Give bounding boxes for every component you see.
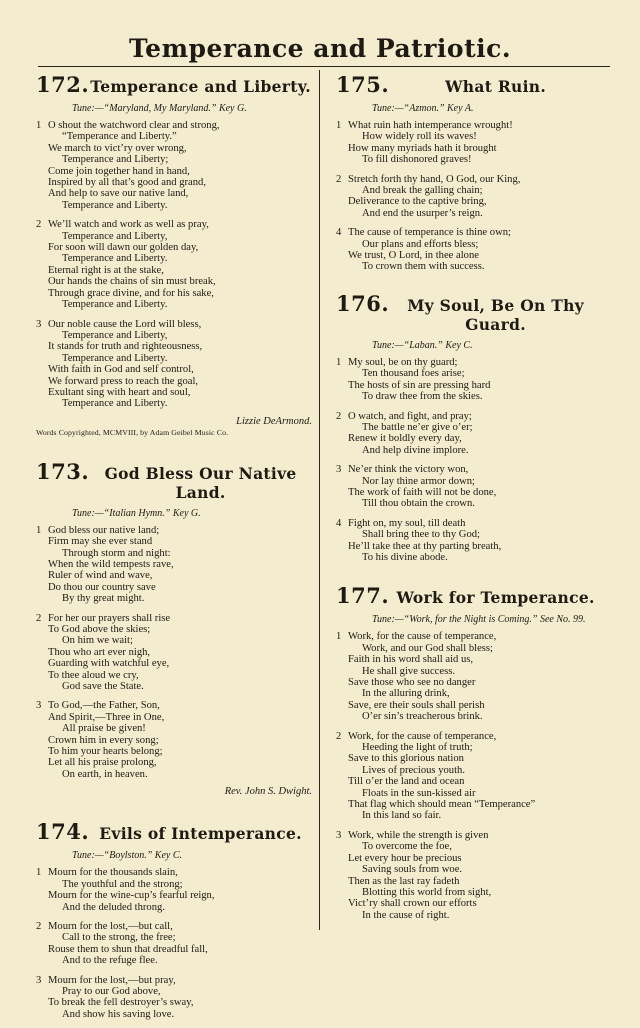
verse-text: To God,—the Father, Son,: [48, 700, 160, 712]
verse-text: He shall give success.: [362, 665, 455, 677]
verse-text: We march to vict’ry over wrong,: [48, 142, 187, 154]
verse-line: [36, 341, 312, 352]
hymn-title: Evils of Intemperance.: [99, 824, 302, 844]
verse-line: [336, 742, 602, 753]
verse-text: Temperance and Liberty,: [62, 329, 168, 341]
stanza-number: 1: [36, 120, 42, 131]
verse-line: [36, 944, 312, 955]
verse-line: [36, 376, 312, 387]
verse-line: [336, 422, 602, 433]
stanza: [336, 464, 602, 510]
verse-line: [336, 552, 602, 563]
verse-line: [336, 208, 602, 219]
stanza: [336, 227, 602, 273]
verse-line: [36, 769, 312, 780]
verse-text: Shall bring thee to thy God;: [362, 529, 480, 541]
verse-line: [336, 799, 602, 810]
stanza-number: 2: [336, 410, 342, 422]
verse-line: [336, 174, 602, 185]
stanza: [36, 219, 312, 310]
stanza: [36, 975, 312, 1021]
verse-text: How widely roll its waves!: [362, 131, 477, 143]
verse-line: [36, 131, 312, 142]
hymn-number: 177.: [336, 583, 390, 609]
verse-line: [36, 955, 312, 966]
verse-line: [36, 890, 312, 901]
verse-text: When the wild tempests rave,: [48, 558, 174, 570]
verse-line: [36, 299, 312, 310]
verse-text: And end the usurper’s reign.: [362, 207, 483, 219]
verse-line: [336, 433, 602, 444]
hymn-number: 173.: [36, 458, 90, 484]
hymn-header: [336, 72, 602, 97]
verse-text: We trust, O Lord, in thee alone: [348, 250, 479, 262]
verse-text: The work of faith will not be done,: [348, 486, 497, 498]
verse-text: To fill dishonored graves!: [362, 154, 472, 166]
verse-line: [36, 276, 312, 287]
verse-line: [36, 387, 312, 398]
verse-line: [36, 536, 312, 547]
hymn-author: Lizzie DeArmond.: [236, 415, 312, 427]
verse-line: [336, 357, 602, 368]
verse-text: And Spirit,—Three in One,: [48, 711, 165, 723]
verse-text: O shout the watchword clear and strong,: [48, 120, 220, 131]
verse-line: [336, 464, 602, 475]
stanza: [36, 120, 312, 211]
verse-text: Save, ere their souls shall perish: [348, 699, 485, 711]
verse-text: Call to the strong, the free;: [62, 932, 176, 944]
stanza-number: 3: [36, 318, 42, 330]
verse-line: [336, 411, 602, 422]
verse-line: [336, 700, 602, 711]
verse-text: He’ll take thee at thy parting breath,: [348, 540, 502, 552]
verse-line: [336, 476, 602, 487]
verse-text: “Temperance and Liberty.”: [62, 131, 177, 143]
verse-text: Through storm and night:: [62, 547, 171, 559]
verse-line: [36, 398, 312, 409]
verse-text: Through grace divine, and for his sake,: [48, 287, 214, 299]
hymn-175: [336, 72, 602, 273]
verse-line: [36, 548, 312, 559]
verse-text: All praise be given!: [62, 723, 146, 735]
stanza-number: 2: [36, 219, 42, 231]
verse-line: [336, 765, 602, 776]
verse-line: [36, 188, 312, 199]
verse-line: [336, 541, 602, 552]
verse-line: [36, 902, 312, 913]
verse-text: And help to save our native land,: [48, 188, 189, 200]
verse-text: Renew it boldly every day,: [348, 433, 462, 445]
verse-text: On him we wait;: [62, 635, 133, 647]
verse-line: [336, 853, 602, 864]
verse-text: Faith in his word shall aid us,: [348, 654, 474, 666]
verse-line: [36, 712, 312, 723]
stanza: [36, 525, 312, 605]
verse-line: [36, 932, 312, 943]
verse-line: [336, 731, 602, 742]
verse-line: [336, 391, 602, 402]
verse-line: [336, 445, 602, 456]
verse-text: Stretch forth thy hand, O God, our King,: [348, 173, 521, 185]
verse-line: [36, 242, 312, 253]
stanza: [336, 518, 602, 564]
verse-line: [36, 265, 312, 276]
hymn-title: God Bless Our Native Land.: [104, 463, 297, 502]
verse-text: God bless our native land;: [48, 524, 160, 536]
verse-text: To God above the skies;: [48, 624, 151, 635]
verse-text: God save the State.: [62, 681, 144, 693]
verse-text: With faith in God and self control,: [48, 364, 194, 376]
verse-line: [36, 200, 312, 211]
verse-line: [336, 529, 602, 540]
verse-text: Temperance and Liberty.: [62, 253, 168, 265]
verse-text: O watch, and fight, and pray;: [348, 410, 472, 422]
tune-line: Tune:—“Maryland, My Maryland.” Key G.: [72, 103, 247, 114]
verse-line: [36, 120, 312, 131]
stanza-number: 4: [336, 227, 342, 239]
verse-text: Deliverance to the captive bring,: [348, 196, 487, 208]
verse-text: Work, for the cause of temperance,: [348, 631, 497, 643]
verse-text: Eternal right is at the stake,: [48, 264, 164, 276]
verse-text: The battle ne’er give o’er;: [362, 421, 473, 433]
verse-text: And the deluded throng.: [62, 901, 165, 913]
verse-line: [36, 670, 312, 681]
verse-text: Do thou our country save: [48, 581, 156, 593]
verse-line: [336, 688, 602, 699]
verse-text: Vict’ry shall crown our efforts: [348, 898, 477, 910]
verse-line: [336, 120, 602, 131]
stanza-number: 1: [36, 867, 42, 879]
verse-text: Heeding the light of truth;: [362, 742, 473, 754]
stanza: [336, 631, 602, 722]
stanza-number: 3: [36, 700, 42, 712]
column-divider: [319, 70, 320, 930]
verse-text: What ruin hath intemperance wrought!: [348, 120, 513, 131]
verse-line: [36, 867, 312, 878]
verse-line: [36, 1009, 312, 1020]
left-column: [36, 64, 312, 1028]
verse-text: Exultant sing with heart and soul,: [48, 386, 191, 398]
verse-line: [36, 582, 312, 593]
verse-text: By thy great might.: [62, 593, 145, 605]
verse-text: The hosts of sin are pressing hard: [348, 379, 491, 391]
verse-line: [336, 196, 602, 207]
verse-text: To thee aloud we cry,: [48, 669, 139, 681]
verse-line: [36, 559, 312, 570]
verse-line: [336, 131, 602, 142]
verse-line: [36, 253, 312, 264]
verse-text: The cause of temperance is thine own;: [348, 227, 511, 239]
verse-line: [36, 177, 312, 188]
verse-text: Let all his praise prolong,: [48, 757, 157, 769]
hymn-title: My Soul, Be On Thy Guard.: [407, 295, 584, 334]
verse-text: Blotting this world from sight,: [362, 886, 492, 898]
verse-line: [36, 986, 312, 997]
hymn-header: [36, 459, 312, 502]
verse-text: To overcome the foe,: [362, 841, 452, 853]
verse-line: [36, 681, 312, 692]
verse-text: Till o’er the land and ocean: [348, 776, 465, 788]
verse-line: [336, 654, 602, 665]
hymn-header: [36, 819, 312, 844]
verse-line: [36, 525, 312, 536]
verse-line: [36, 143, 312, 154]
verse-text: Save those who see no danger: [348, 677, 476, 688]
tune-line: Tune:—“Boylston.” Key C.: [72, 850, 183, 862]
stanza: [336, 731, 602, 822]
verse-text: Temperance and Liberty,: [62, 230, 168, 242]
verse-line: [36, 757, 312, 768]
verse-line: [336, 876, 602, 887]
stanza-number: 2: [336, 173, 342, 185]
verse-text: Work, for the cause of temperance,: [348, 730, 497, 742]
verse-line: [36, 658, 312, 669]
hymn-177: [336, 583, 602, 921]
verse-line: [36, 647, 312, 658]
verse-line: [336, 487, 602, 498]
tune-line: Tune:—“Work, for the Night is Coming.” See No. 99.: [372, 614, 586, 626]
tune-line: Tune:—“Laban.” Key C.: [372, 339, 473, 351]
verse-text: Mourn for the lost,—but pray,: [48, 974, 176, 986]
verse-text: Lives of precious youth.: [362, 764, 465, 776]
verse-line: [336, 711, 602, 722]
stanza: [336, 830, 602, 921]
verse-line: [36, 635, 312, 646]
stanza-number: 3: [336, 464, 342, 476]
verse-line: [336, 239, 602, 250]
verse-line: [36, 624, 312, 635]
verse-text: Pray to our God above,: [62, 985, 161, 997]
verse-text: For soon will dawn our golden day,: [48, 242, 199, 254]
verse-line: [36, 288, 312, 299]
hymn-author: Rev. John S. Dwight.: [224, 786, 312, 798]
stanza: [36, 700, 312, 780]
verse-line: [336, 753, 602, 764]
verse-text: Thou who art ever nigh,: [48, 646, 151, 658]
verse-text: Fight on, my soul, till death: [348, 517, 466, 529]
verse-line: [336, 841, 602, 852]
verse-line: [36, 319, 312, 330]
hymn-number: 174.: [36, 819, 90, 845]
verse-text: Temperance and Liberty;: [62, 154, 169, 166]
verse-line: [336, 227, 602, 238]
stanza-number: 2: [336, 730, 342, 742]
verse-line: [36, 364, 312, 375]
verse-text: Mourn for the wine-cup’s fearful reign,: [48, 890, 215, 902]
verse-line: [36, 735, 312, 746]
verse-text: In the cause of right.: [362, 909, 450, 921]
copyright-notice: Words Copyrighted, MCMVIII, by Adam Geibel Music Co.: [36, 427, 229, 437]
verse-text: In this land so fair.: [362, 810, 442, 822]
stanza: [336, 411, 602, 457]
verse-text: Then as the last ray fadeth: [348, 875, 460, 887]
verse-text: My soul, be on thy guard;: [348, 356, 458, 368]
verse-line: [36, 219, 312, 230]
verse-text: To him your hearts belong;: [48, 746, 163, 758]
verse-text: On earth, in heaven.: [62, 768, 148, 780]
verse-line: [36, 231, 312, 242]
verse-text: For her our prayers shall rise: [48, 612, 171, 624]
stanza: [36, 867, 312, 913]
verse-line: [36, 570, 312, 581]
verse-line: [336, 666, 602, 677]
verse-text: O’er sin’s treacherous brink.: [362, 711, 483, 723]
verse-text: Temperance and Liberty.: [62, 352, 168, 364]
verse-line: [36, 921, 312, 932]
verse-line: [336, 185, 602, 196]
verse-text: Mourn for the thousands slain,: [48, 867, 178, 879]
verse-text: Floats in the sun-kissed air: [362, 787, 476, 799]
verse-line: [336, 368, 602, 379]
stanza: [336, 357, 602, 403]
verse-text: Inspired by all that’s good and grand,: [48, 177, 206, 189]
stanza: [336, 174, 602, 220]
verse-text: Work, while the strength is given: [348, 829, 489, 841]
stanza-number: 3: [336, 829, 342, 841]
verse-line: [336, 677, 602, 688]
verse-text: Ten thousand foes arise;: [362, 368, 465, 380]
verse-text: Save to this glorious nation: [348, 753, 464, 765]
verse-text: Our hands the chains of sin must break,: [48, 276, 216, 288]
verse-text: How many myriads hath it brought: [348, 142, 497, 154]
verse-text: Our plans and efforts bless;: [362, 238, 479, 250]
verse-line: [336, 154, 602, 165]
verse-line: [36, 166, 312, 177]
verse-text: It stands for truth and righteousness,: [48, 341, 203, 353]
hymn-176: [336, 291, 602, 564]
verse-line: [36, 997, 312, 1008]
verse-line: [336, 830, 602, 841]
hymn-header: [336, 583, 602, 608]
verse-text: Our noble cause the Lord will bless,: [48, 318, 202, 330]
verse-line: [36, 879, 312, 890]
hymn-title: Temperance and Liberty.: [90, 77, 311, 96]
stanza-number: 3: [36, 974, 42, 986]
hymn-header: [36, 72, 312, 97]
verse-text: To draw thee from the skies.: [362, 391, 483, 403]
verse-text: To break the fell destroyer’s sway,: [48, 997, 194, 1009]
verse-line: [336, 788, 602, 799]
stanza-number: 2: [36, 612, 42, 624]
stanza: [336, 120, 602, 166]
verse-line: [336, 776, 602, 787]
hymn-title: What Ruin.: [445, 77, 547, 96]
stanza-number: 4: [336, 517, 342, 529]
verse-text: To his divine abode.: [362, 551, 448, 563]
verse-line: [36, 613, 312, 624]
verse-line: [336, 898, 602, 909]
verse-line: [336, 498, 602, 509]
tune-line: Tune:—“Azmon.” Key A.: [372, 103, 474, 114]
verse-line: [336, 261, 602, 272]
verse-line: [36, 723, 312, 734]
verse-text: And break the galling chain;: [362, 185, 483, 197]
verse-line: [336, 631, 602, 642]
right-column: [336, 64, 602, 929]
hymn-number: 175.: [336, 72, 390, 97]
hymn-header: [336, 291, 602, 334]
stanza-number: 1: [336, 356, 342, 368]
verse-line: [336, 643, 602, 654]
verse-line: [336, 518, 602, 529]
hymn-174: [36, 819, 312, 1020]
verse-text: That flag which should mean “Temperance”: [348, 799, 536, 811]
verse-line: [336, 250, 602, 261]
verse-text: Come join together hand in hand,: [48, 165, 190, 177]
verse-text: Let every hour be precious: [348, 852, 462, 864]
verse-line: [36, 154, 312, 165]
verse-text: We forward press to reach the goal,: [48, 375, 199, 387]
verse-text: Temperance and Liberty.: [62, 199, 168, 211]
hymn-number: 172.: [36, 72, 90, 97]
verse-line: [36, 746, 312, 757]
stanza: [36, 921, 312, 967]
verse-line: [336, 864, 602, 875]
verse-line: [36, 330, 312, 341]
verse-text: Work, and our God shall bless;: [362, 642, 493, 654]
verse-text: Temperance and Liberty.: [62, 299, 168, 311]
verse-line: [336, 143, 602, 154]
hymn-173: [36, 459, 312, 798]
verse-line: [336, 910, 602, 921]
tune-line: Tune:—“Italian Hymn.” Key G.: [72, 507, 201, 519]
verse-line: [36, 700, 312, 711]
hymn-number: 176.: [336, 290, 390, 316]
verse-text: Nor lay thine armor down;: [362, 475, 475, 487]
verse-line: [336, 380, 602, 391]
stanza-number: 1: [336, 631, 342, 643]
verse-text: Crown him in every song;: [48, 734, 159, 746]
verse-text: To crown them with success.: [362, 261, 485, 273]
verse-text: And help divine implore.: [362, 444, 469, 456]
hymn-title: Work for Temperance.: [396, 588, 595, 608]
verse-text: Rouse them to shun that dreadful fall,: [48, 943, 208, 955]
hymn-172: [36, 72, 312, 437]
verse-text: Mourn for the lost,—but call,: [48, 920, 173, 932]
verse-text: And to the refuge flee.: [62, 955, 158, 967]
verse-text: Saving souls from woe.: [362, 864, 463, 876]
stanza-number: 1: [36, 524, 42, 536]
stanza: [36, 613, 312, 693]
verse-text: We’ll watch and work as well as pray,: [48, 219, 209, 231]
verse-text: Guarding with watchful eye,: [48, 658, 170, 670]
verse-text: In the alluring drink,: [362, 688, 450, 700]
verse-text: The youthful and the strong;: [62, 878, 183, 890]
verse-text: Ruler of wind and wave,: [48, 570, 153, 582]
verse-line: [36, 975, 312, 986]
verse-text: Temperance and Liberty.: [62, 398, 168, 410]
stanza: [36, 319, 312, 410]
verse-text: Ne’er think the victory won,: [348, 464, 469, 476]
verse-line: [36, 353, 312, 364]
verse-line: [36, 593, 312, 604]
verse-text: Firm may she ever stand: [48, 536, 153, 548]
stanza-number: 1: [336, 120, 342, 131]
verse-text: And show his saving love.: [62, 1008, 175, 1020]
page-title: Temperance and Patriotic.: [128, 34, 512, 63]
stanza-number: 2: [36, 920, 42, 932]
verse-line: [336, 810, 602, 821]
verse-line: [336, 887, 602, 898]
verse-text: Till thou obtain the crown.: [362, 498, 475, 510]
